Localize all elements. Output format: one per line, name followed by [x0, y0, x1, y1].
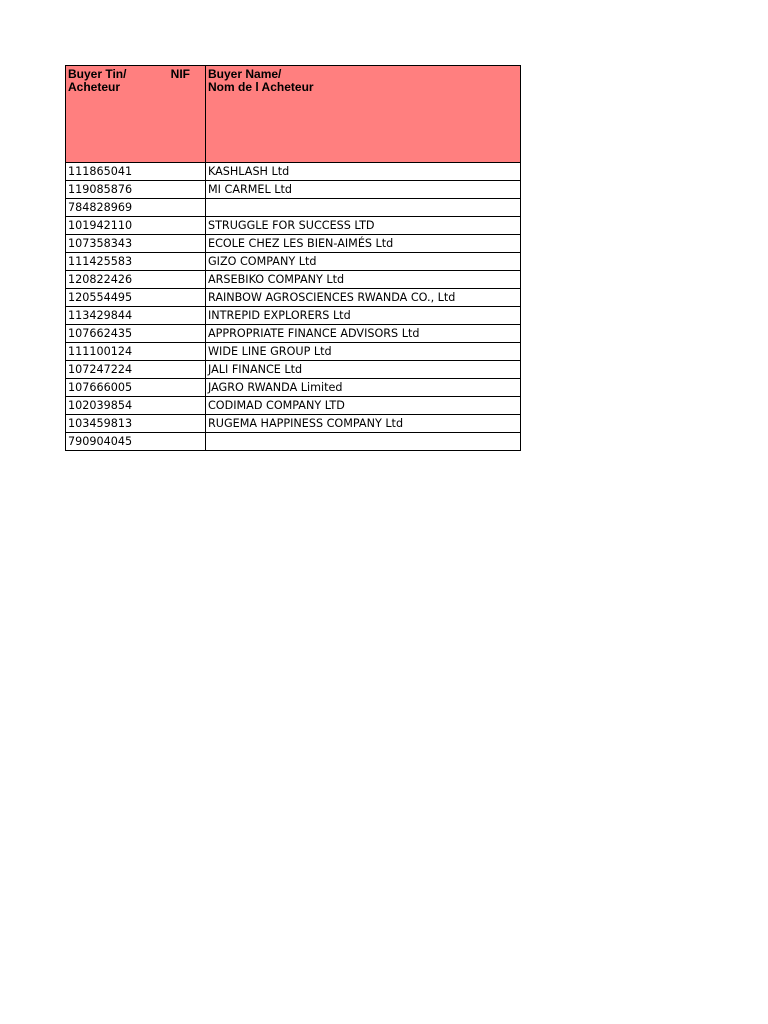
cell-buyer-name[interactable]: KASHLASH Ltd — [206, 163, 521, 181]
cell-buyer-name[interactable]: MI CARMEL Ltd — [206, 181, 521, 199]
table-row — [66, 433, 521, 451]
table-row — [66, 217, 521, 235]
header-tin-line2: Acheteur — [68, 80, 121, 94]
cell-buyer-tin[interactable]: 790904045 — [66, 433, 206, 451]
cell-buyer-tin[interactable]: 120554495 — [66, 289, 206, 307]
cell-buyer-tin[interactable]: 119085876 — [66, 181, 206, 199]
table-row — [66, 415, 521, 433]
cell-buyer-tin[interactable]: 102039854 — [66, 397, 206, 415]
cell-buyer-name[interactable]: RUGEMA HAPPINESS COMPANY Ltd — [206, 415, 521, 433]
header-tin-nif: NIF — [170, 67, 190, 81]
cell-buyer-name[interactable]: ARSEBIKO COMPANY Ltd — [206, 271, 521, 289]
table-row — [66, 289, 521, 307]
cell-buyer-name[interactable]: RAINBOW AGROSCIENCES RWANDA CO., Ltd — [206, 289, 521, 307]
table-row — [66, 163, 521, 181]
header-name-line1: Buyer Name/ — [208, 67, 282, 81]
table-row — [66, 181, 521, 199]
cell-buyer-name[interactable] — [206, 433, 521, 451]
header-name-line2: Nom de l Acheteur — [208, 80, 314, 94]
cell-buyer-name[interactable]: STRUGGLE FOR SUCCESS LTD — [206, 217, 521, 235]
cell-buyer-tin[interactable]: 107358343 — [66, 235, 206, 253]
cell-buyer-tin[interactable]: 111865041 — [66, 163, 206, 181]
table-row — [66, 307, 521, 325]
cell-buyer-tin[interactable]: 103459813 — [66, 415, 206, 433]
cell-buyer-name[interactable] — [206, 199, 521, 217]
cell-buyer-tin[interactable]: 107666005 — [66, 379, 206, 397]
cell-buyer-tin[interactable]: 113429844 — [66, 307, 206, 325]
table-row — [66, 235, 521, 253]
cell-buyer-name[interactable]: JAGRO RWANDA Limited — [206, 379, 521, 397]
cell-buyer-tin[interactable]: 107662435 — [66, 325, 206, 343]
cell-buyer-name[interactable]: APPROPRIATE FINANCE ADVISORS Ltd — [206, 325, 521, 343]
cell-buyer-name[interactable]: GIZO COMPANY Ltd — [206, 253, 521, 271]
table-row — [66, 379, 521, 397]
header-buyer-name[interactable] — [206, 66, 521, 163]
cell-buyer-tin[interactable]: 120822426 — [66, 271, 206, 289]
cell-buyer-name[interactable]: INTREPID EXPLORERS Ltd — [206, 307, 521, 325]
table-row — [66, 343, 521, 361]
table-row — [66, 325, 521, 343]
table-row — [66, 271, 521, 289]
table-row — [66, 361, 521, 379]
table-row — [66, 199, 521, 217]
cell-buyer-name[interactable]: WIDE LINE GROUP Ltd — [206, 343, 521, 361]
cell-buyer-name[interactable]: ECOLE CHEZ LES BIEN-AIMÉS Ltd — [206, 235, 521, 253]
cell-buyer-tin[interactable]: 784828969 — [66, 199, 206, 217]
buyers-table — [65, 65, 521, 451]
header-tin-line1: Buyer Tin/ — [68, 67, 127, 81]
table-row — [66, 397, 521, 415]
cell-buyer-tin[interactable]: 111425583 — [66, 253, 206, 271]
header-buyer-tin[interactable] — [66, 66, 206, 163]
cell-buyer-name[interactable]: CODIMAD COMPANY LTD — [206, 397, 521, 415]
cell-buyer-tin[interactable]: 107247224 — [66, 361, 206, 379]
cell-buyer-tin[interactable]: 101942110 — [66, 217, 206, 235]
cell-buyer-tin[interactable]: 111100124 — [66, 343, 206, 361]
header-row — [66, 66, 521, 163]
table-row — [66, 253, 521, 271]
cell-buyer-name[interactable]: JALI FINANCE Ltd — [206, 361, 521, 379]
